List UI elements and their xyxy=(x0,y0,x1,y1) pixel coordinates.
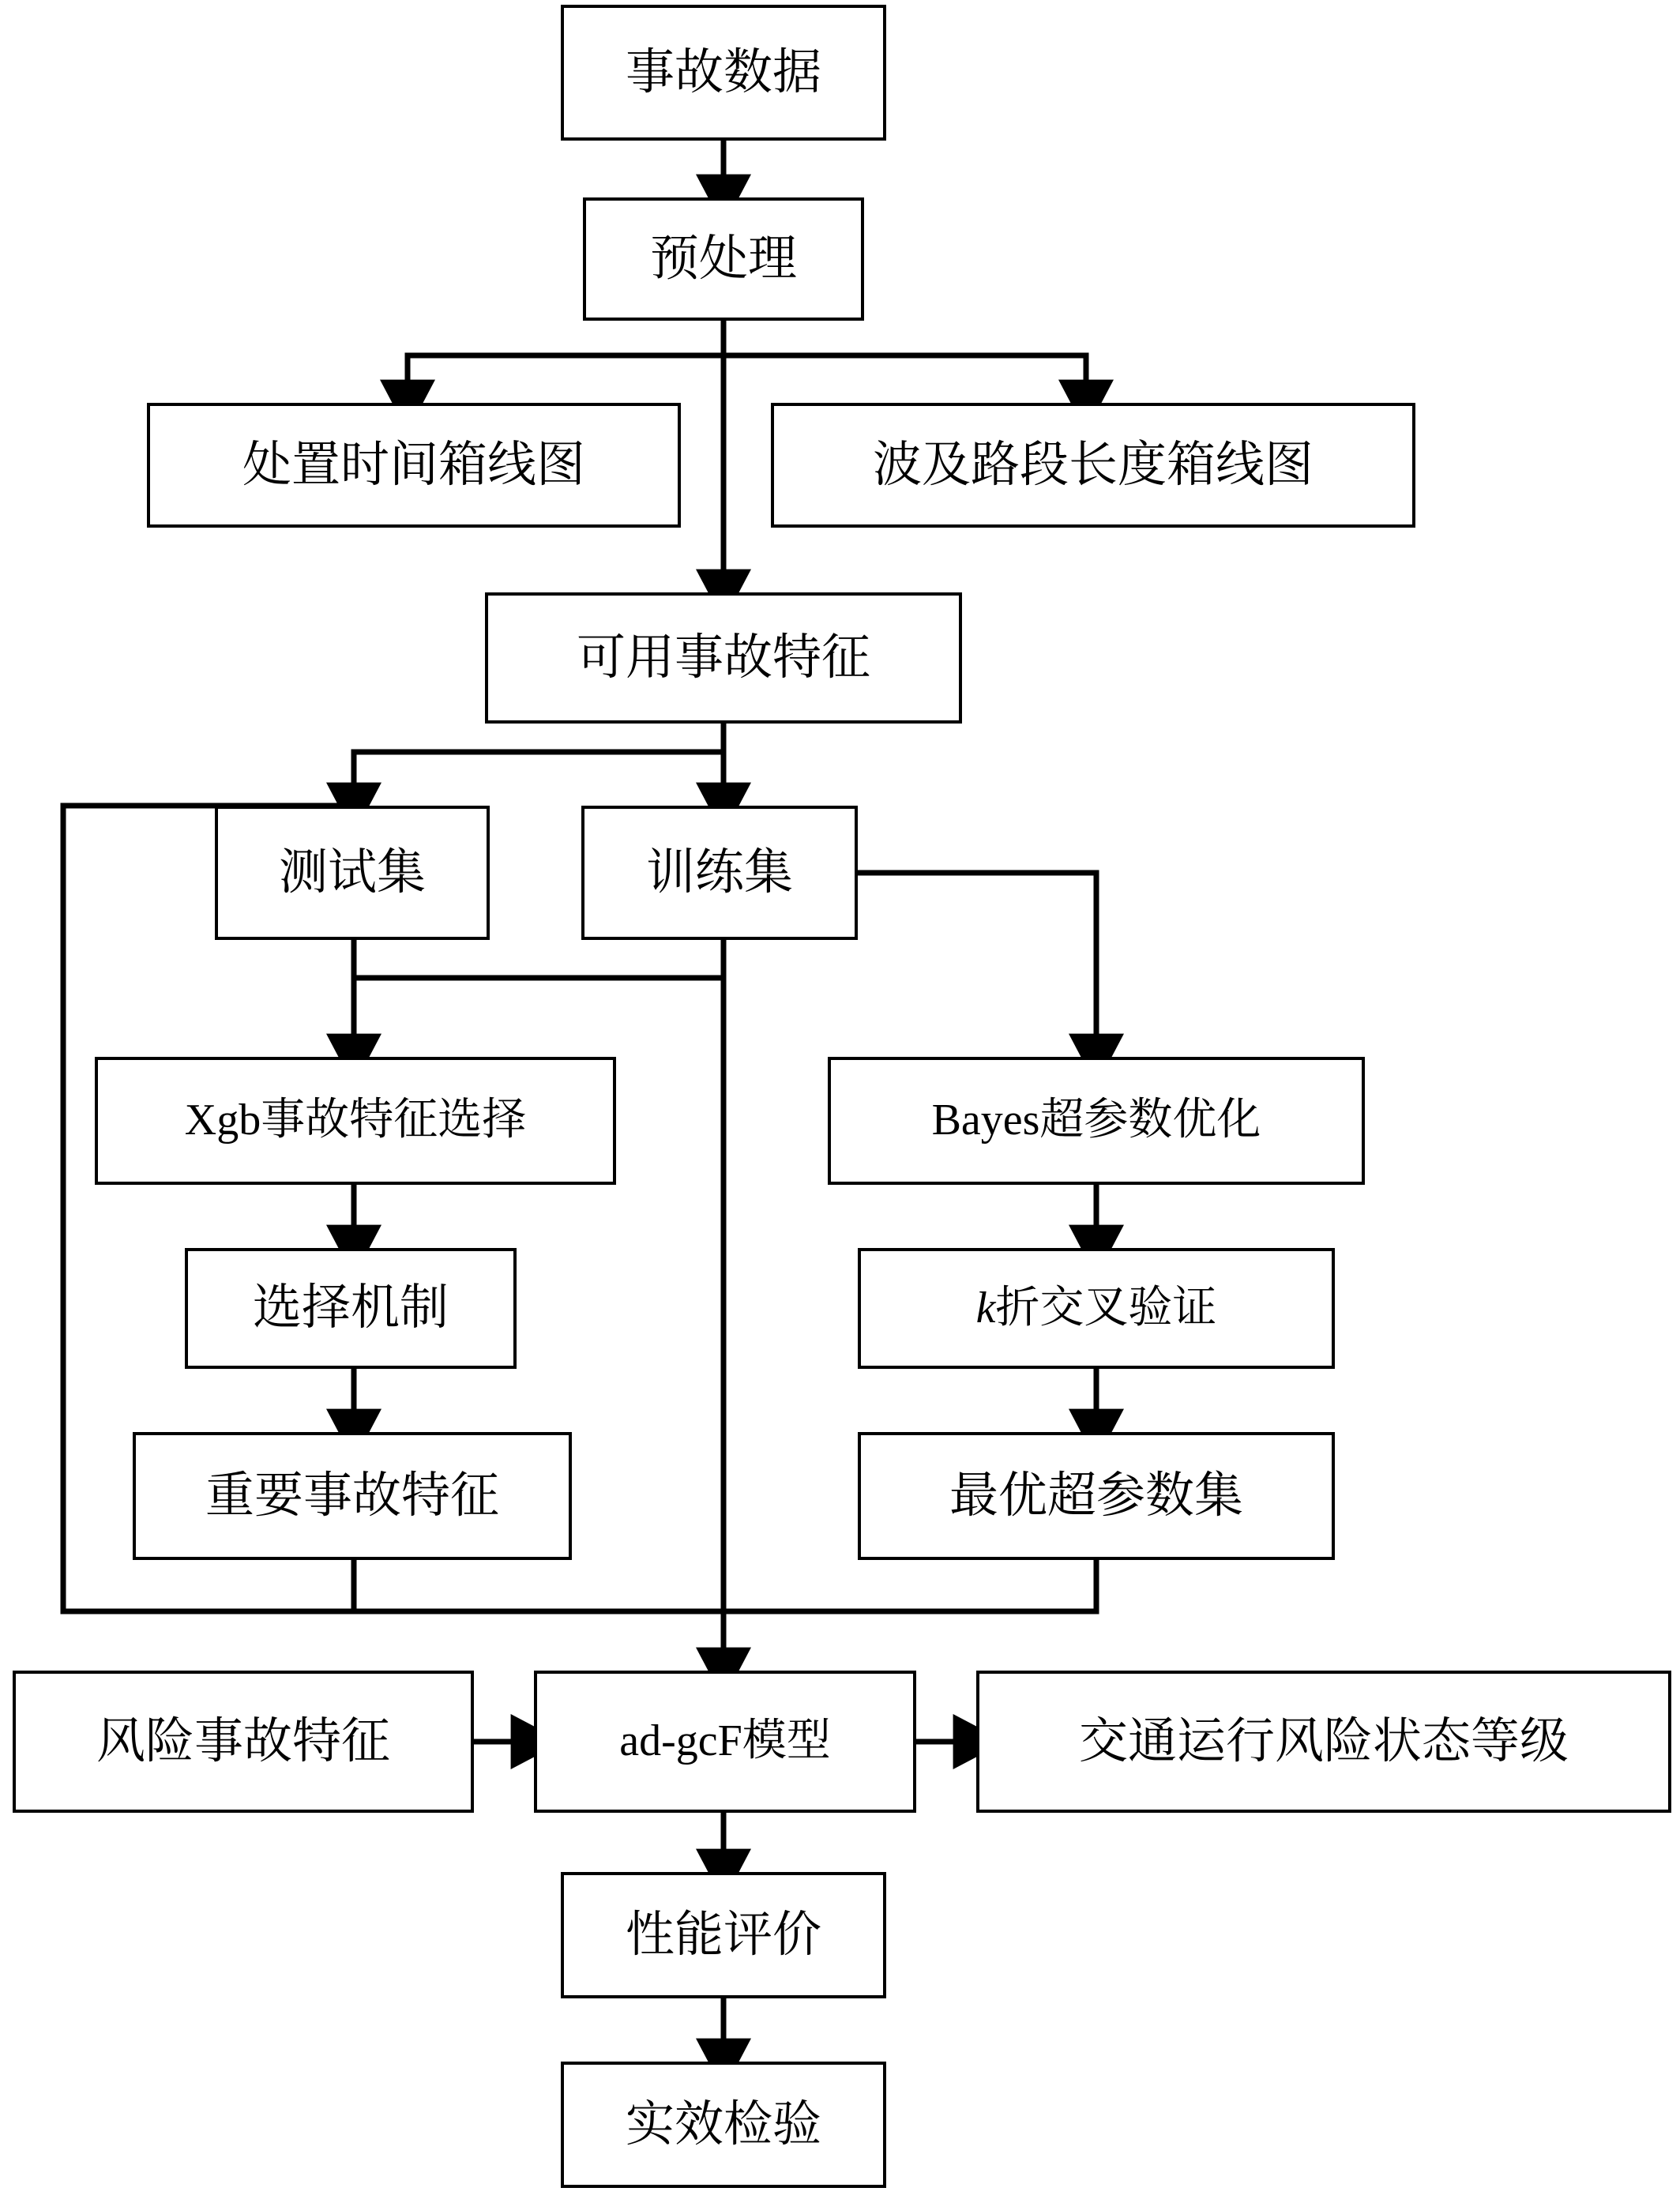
node-k-fold-cross-validation xyxy=(858,1248,1335,1369)
node-train-set-label: 训练集 xyxy=(645,845,793,900)
edge-join-testtrain xyxy=(354,940,723,978)
node-xgb-feature-selection-label: Xgb事故特征选择 xyxy=(184,1096,527,1145)
edge-features-to-testset xyxy=(354,724,723,806)
node-accident-data xyxy=(561,5,886,141)
node-performance-evaluation-label: 性能评价 xyxy=(625,1908,821,1962)
node-important-features-label: 重要事故特征 xyxy=(205,1468,499,1523)
node-effectiveness-test xyxy=(561,2062,886,2188)
node-test-set-label: 测试集 xyxy=(278,845,426,900)
node-xgb-feature-selection xyxy=(95,1057,616,1185)
node-risk-state-level xyxy=(976,1671,1671,1813)
node-available-features-label: 可用事故特征 xyxy=(576,630,870,685)
node-accident-data-label: 事故数据 xyxy=(625,45,821,100)
edge-preprocess-to-affectedlen xyxy=(723,321,1086,403)
node-selection-mechanism xyxy=(185,1248,517,1369)
edge-preprocess-to-cleartime xyxy=(408,321,723,403)
node-risk-features xyxy=(13,1671,474,1813)
node-performance-evaluation xyxy=(561,1872,886,1998)
node-optimal-hyperparameters-label: 最优超参数集 xyxy=(949,1468,1243,1523)
k-fold-rest: 折交叉验证 xyxy=(995,1283,1217,1333)
node-preprocess xyxy=(583,197,864,321)
node-clear-time-boxplot xyxy=(147,403,681,528)
edge-optimal-to-rail xyxy=(723,1560,1096,1611)
node-risk-state-level-label: 交通运行风险状态等级 xyxy=(1078,1714,1569,1769)
node-risk-features-label: 风险事故特征 xyxy=(96,1714,390,1769)
node-affected-length-boxplot-label: 波及路段长度箱线图 xyxy=(872,438,1314,492)
node-selection-mechanism-label: 选择机制 xyxy=(252,1281,449,1336)
node-bayes-hpo xyxy=(828,1057,1365,1185)
node-clear-time-boxplot-label: 处置时间箱线图 xyxy=(242,438,585,492)
node-test-set xyxy=(215,806,490,940)
node-k-fold-cross-validation-label xyxy=(972,1284,1222,1333)
node-available-features xyxy=(485,592,962,724)
k-symbol: k xyxy=(975,1283,996,1333)
node-preprocess-label: 预处理 xyxy=(649,231,797,286)
node-ad-gcf-model xyxy=(534,1671,916,1813)
node-important-features xyxy=(133,1432,572,1560)
node-optimal-hyperparameters xyxy=(858,1432,1335,1560)
node-ad-gcf-model-label: ad-gcF模型 xyxy=(619,1716,831,1766)
node-effectiveness-test-label: 实效检验 xyxy=(625,2097,821,2152)
node-affected-length-boxplot xyxy=(771,403,1415,528)
node-train-set xyxy=(581,806,858,940)
node-bayes-hpo-label: Bayes超参数优化 xyxy=(931,1096,1261,1145)
